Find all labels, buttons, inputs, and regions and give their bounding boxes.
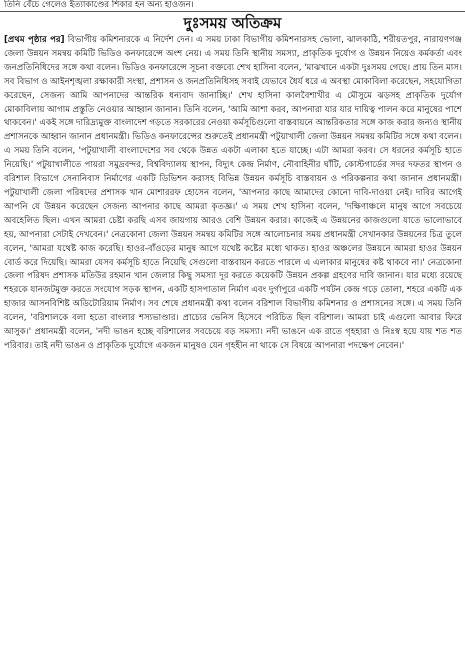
article-text: বিভাগীয় কমিশনারকে এ নির্দেশ দেন। এ সময় ঢাকা বিভাগীয় কমিশনারসহ ভোলা, ঝালকাঠি, শরীয়তপুর, নারায়ণগঞ্জ জেলা উন্নয়ন সমন্বয় কমিটি ভিডিও কনফারেন্সে অংশ নেয়। এ সময় তিনি স্থানীয় সমস্যা, প্রাকৃতিক দুর্যোগ ও উন্নয়ন নিয়েও কর্মকর্তা এবং জনপ্রতিনিধিদের সঙ্গে কথা বলেন। ভিডিও কনফারেন্সে সূচনা বক্তব্যে শেখ হাসিনা বলেন, 'মাঝখানে একটা দুঃসময় গেছে। প্রায় তিন মাস। সব বিভাগ ও আইনশৃঙ্খলা রক্ষাকারী সংস্থা, প্রশাসন ও জনপ্রতিনিধিসহ সবাই যেভাবে ধৈর্য ধরে এ অবস্থা মোকাবিলা করেছেন, সহযোগিতা করেছেন, সেজন্য আমি আপনাদের আন্তরিক ধন্যবাদ জানাচ্ছি।' শেখ হাসিনা কালবৈশাখীর এ মৌসুমে ঝড়সহ প্রাকৃতিক দুর্যোগ মোকাবিলায় আগাম প্রস্তুতি নেওয়ার আহ্বান জানান। তিনি বলেন, 'আমি আশা করব, আপনারা যার যার দায়িত্ব পালন করে মানুষের পাশে থাকবেন।' একই সঙ্গে দারিদ্র্যমুক্ত বাংলাদেশ গড়তে সরকারের নেওয়া কর্মসূচিগুলো বাস্তবায়নে আন্তরিকতার সঙ্গে কাজ করার জন্যও স্থানীয় প্রশাসনকে আহ্বান জানান প্রধানমন্ত্রী। ভিডিও কনফারেন্সের শুরুতেই প্রধানমন্ত্রী পটুয়াখালী জেলা উন্নয়ন সমন্বয় কমিটির সঙ্গে কথা বলেন। এ সময় তিনি বলেন, 'পটুয়াখালী বাংলাদেশের সব থেকে উন্নত একটা এলাকা হতে যাচ্ছে। এটা আমরা করব। সে ধরনের কর্মসূচি হাতে নিয়েছি।' পটুয়াখালীতে পায়রা সমুদ্রবন্দর, বিশ্ববিদ্যালয় স্থাপন, বিদ্যুৎ কেন্দ্র নির্মাণ, নৌবাহিনীর ঘাঁটি, কোস্টগার্ডের সদর দফতর স্থাপন ও বরিশাল বিভাগে সেনানিবাস নির্মাণের একটি ডিভিশন করাসহ বিভিন্ন উন্নয়ন কর্মসূচি বাস্তবায়ন ও পরিকল্পনার কথা জানান প্রধানমন্ত্রী। পটুয়াখালী জেলা পরিষদের প্রশাসক খান মোশাররফ হোসেন বলেন, 'আপনার কাছে আমাদের কোনো দাবি-দাওয়া নেই। দাবির আগেই আপনি যে উন্নয়ন করেছেন সেজন্য আপনার কাছে আমরা কৃতজ্ঞ।' এ সময় শেখ হাসিনা বলেন, 'দক্ষিণাঞ্চলে মানুষ আগে সবচেয়ে অবহেলিত ছিল। এখন আমরা চেষ্টা করছি এসব জায়গায় আরও বেশি উন্নয়ন করার। কাজেই এ উন্নয়নের কাজগুলো যাতে ভালোভাবে হয়, আপনারা সেটাই দেখবেন।' নেত্রকোনা জেলা উন্নয়ন সমন্বয় কমিটির সঙ্গে আলোচনার সময় প্রধানমন্ত্রী সেখানকার উন্নয়নের চিত্র তুলে বলেন, 'আমরা যথেষ্ট কাজ করেছি। হাওর-বাঁওড়ের মানুষ আগে যথেষ্ট কষ্টের মধ্যে থাকত। হাওর অঞ্চলের উন্নয়নে আমরা হাওর উন্নয়ন বোর্ড করে দিয়েছি। আমরা যেসব কর্মসূচি হাতে নিয়েছি সেগুলো বাস্তবায়ন করতে পারলে এ এলাকার মানুষের কষ্ট থাকবে না।' নেত্রকোনা জেলা পরিষদ প্রশাসক মতিউর রহমান খান জেলার কিছু সমস্যা দূর করতে কয়েকটি উন্নয়ন প্রকল্প গ্রহণের দাবি জানান। যার মধ্যে রয়েছে শহরকে যানজটমুক্ত করতে সংযোগ সড়ক স্থাপন, একটি হাসপাতাল নির্মাণ এবং দুর্গাপুরে একটি পর্যটন কেন্দ্র গড়ে তোলা, শহরে একটি এক হাজার আসনবিশিষ্ট অডিটোরিয়াম নির্মাণ। সব শেষে প্রধানমন্ত্রী কথা বলেন বরিশাল বিভাগীয় কমিশনার ও প্রশাসনের সঙ্গে। এ সময় তিনি বলেন, 'বরিশালকে বলা হতো বাংলার শস্যভাণ্ডার। প্রাচ্যের ভেনিস হিসেবে পরিচিত ছিল বরিশাল। আমরা চাই এগুলো আবার ফিরে আসুক।' প্রধানমন্ত্রী বলেন, 'নদী ভাঙন হচ্ছে বরিশালের সবচেয়ে বড় সমস্যা। নদী ভাঙনে এক রাতে গৃহহারা ও নিঃস্ব হয়ে যায় শত শত পরিবার। তাই নদী ভাঙন ও প্রাকৃতিক দুর্যোগে একজন মানুষও যেন গৃহহীন না থাকে সে বিষয়ে আপনারা পদক্ষেপ নেবেন।' <box>4 35 463 351</box>
previous-article-tail: তিনি বেঁচে গেলেও ইত্যাকাণ্ডের শিকার হন অন্য হাওজন। <box>0 0 465 12</box>
article-paragraph <box>4 34 462 354</box>
article-headline: দুঃসময় অতিক্রম <box>183 14 282 32</box>
continuation-tag: [প্রথম পৃষ্ঠার পর] <box>4 35 65 45</box>
article-body <box>0 34 465 354</box>
